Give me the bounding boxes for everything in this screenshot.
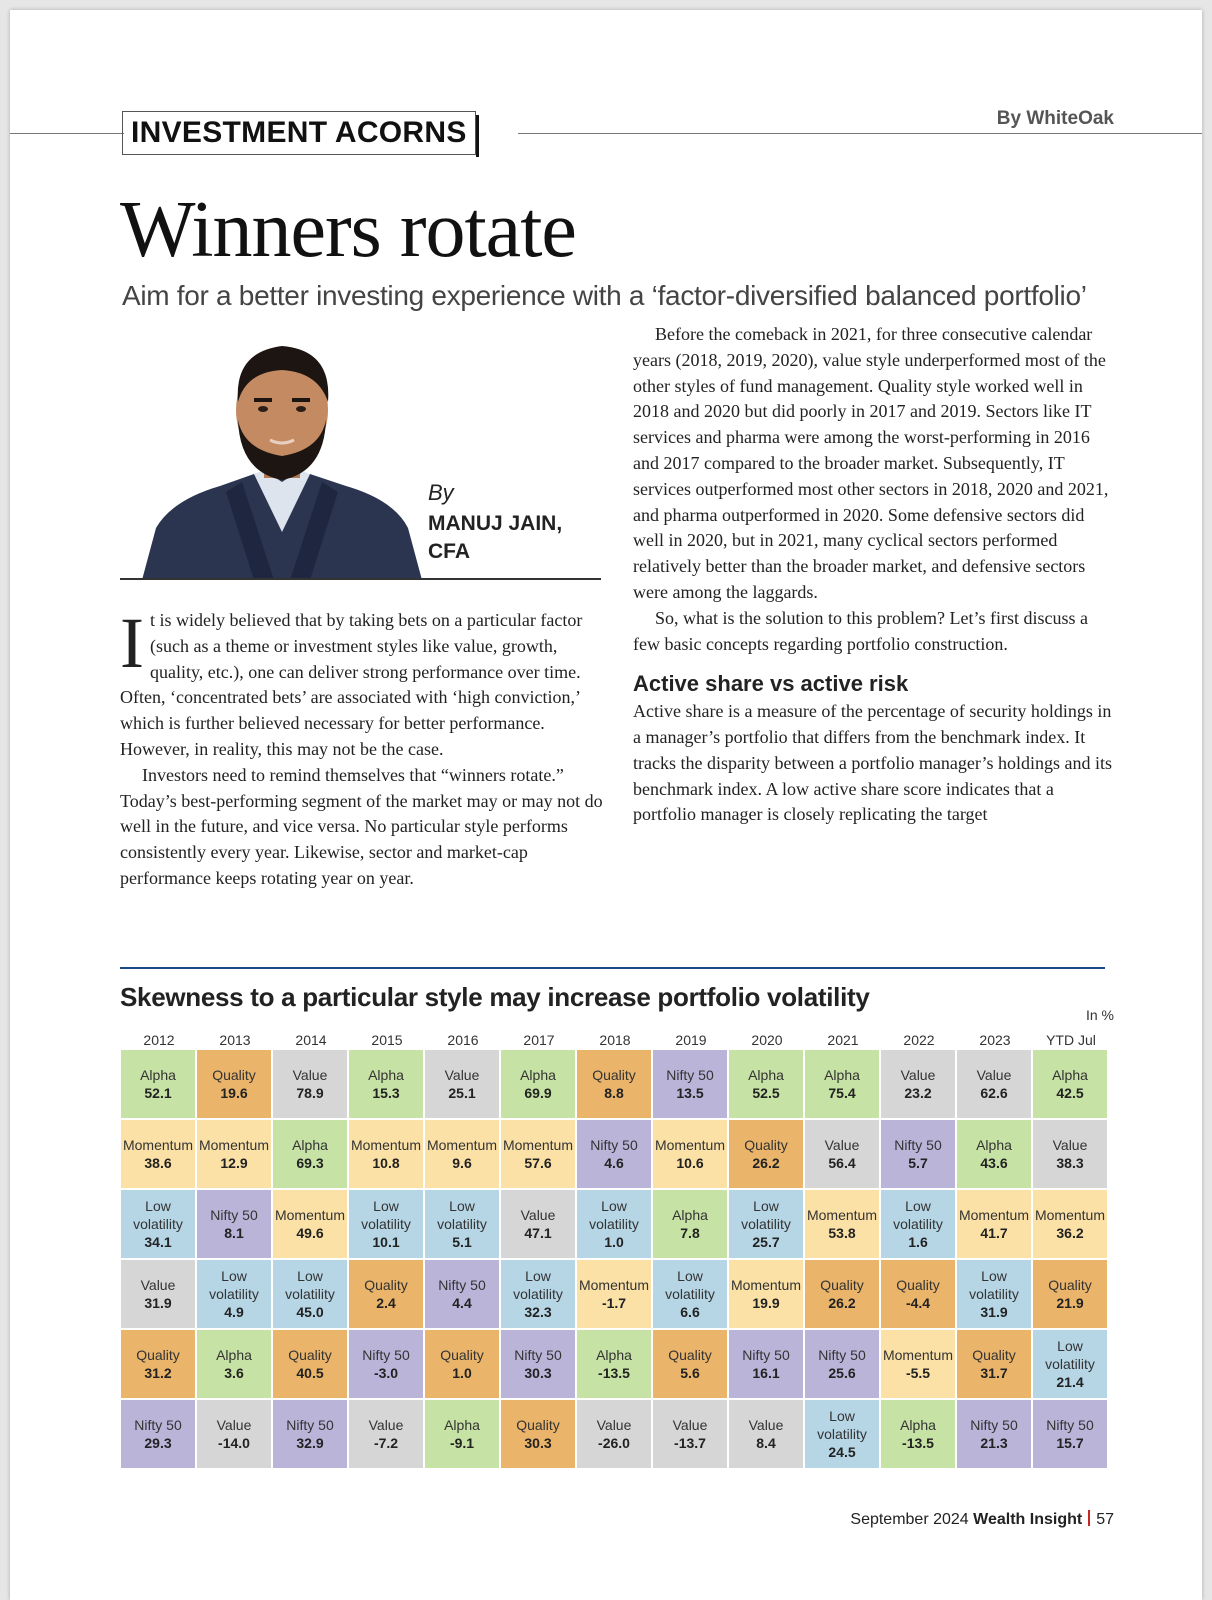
cell-style-label: Low — [905, 1198, 931, 1214]
table-cell — [121, 1190, 195, 1258]
cell-style-label: Value — [520, 1207, 556, 1223]
table-cell — [197, 1330, 271, 1398]
table-cell — [805, 1330, 879, 1398]
cell-return-value: 19.9 — [752, 1295, 780, 1311]
cell-return-value: -9.1 — [449, 1435, 475, 1451]
table-cell — [1033, 1330, 1107, 1398]
year-header: 2012 — [143, 1032, 175, 1048]
table-cell — [425, 1330, 499, 1398]
cell-style-label: Quality — [820, 1277, 864, 1293]
author-credential: CFA — [428, 540, 470, 563]
section-label-text: INVESTMENT ACORNS — [131, 116, 467, 149]
cell-style-label: Value — [368, 1417, 404, 1433]
cell-return-value: 40.5 — [296, 1365, 324, 1381]
table-cell — [577, 1260, 651, 1328]
cell-style-label: Momentum — [578, 1277, 650, 1293]
cell-style-label: Quality — [592, 1067, 636, 1083]
table-cell — [957, 1260, 1031, 1328]
year-header: 2015 — [371, 1032, 403, 1048]
cell-return-value: 52.5 — [752, 1085, 780, 1101]
table-cell — [957, 1400, 1031, 1468]
cell-style-label: Value — [900, 1067, 936, 1083]
cell-style-label: Value — [140, 1277, 176, 1293]
cell-return-value: 15.3 — [372, 1085, 400, 1101]
year-header: 2016 — [447, 1032, 479, 1048]
cell-style-label: Alpha — [368, 1067, 404, 1083]
cell-style-label: Momentum — [502, 1137, 574, 1153]
table-cell — [729, 1330, 803, 1398]
table-cell — [349, 1400, 423, 1468]
header-rule-left — [10, 133, 124, 134]
cell-style-label: Low — [981, 1268, 1007, 1284]
cell-style-label: Quality — [288, 1347, 332, 1363]
cell-style-label: volatility — [741, 1216, 791, 1232]
cell-return-value: 38.3 — [1056, 1155, 1084, 1171]
chart-unit: In % — [1085, 1007, 1114, 1023]
table-cell — [501, 1400, 575, 1468]
table-cell — [577, 1120, 651, 1188]
table-cell — [197, 1400, 271, 1468]
cell-style-label: Alpha — [140, 1067, 176, 1083]
cell-style-label: Momentum — [350, 1137, 422, 1153]
cell-return-value: 75.4 — [828, 1085, 856, 1101]
cell-style-label: Value — [672, 1417, 708, 1433]
cell-return-value: 47.1 — [524, 1225, 552, 1241]
table-cell — [957, 1190, 1031, 1258]
cell-return-value: -7.2 — [373, 1435, 399, 1451]
table-cell — [957, 1050, 1031, 1118]
cell-style-label: Nifty 50 — [818, 1347, 866, 1363]
year-header: 2021 — [827, 1032, 859, 1048]
cell-return-value: 52.1 — [144, 1085, 172, 1101]
cell-style-label: Momentum — [426, 1137, 498, 1153]
table-cell — [957, 1330, 1031, 1398]
cell-style-label: Alpha — [520, 1067, 556, 1083]
table-cell — [1033, 1120, 1107, 1188]
cell-return-value: 25.6 — [828, 1365, 856, 1381]
cell-return-value: 24.5 — [828, 1444, 856, 1460]
cell-style-label: Quality — [744, 1137, 788, 1153]
cell-style-label: Value — [216, 1417, 252, 1433]
cell-style-label: Nifty 50 — [134, 1417, 182, 1433]
cell-style-label: Alpha — [672, 1207, 708, 1223]
footer-publication: Wealth Insight — [973, 1511, 1083, 1528]
table-cell — [273, 1260, 347, 1328]
cell-return-value: 6.6 — [680, 1304, 700, 1320]
article-subtitle: Aim for a better investing experience with a ‘factor-diversified balanced portfolio’ — [122, 280, 1087, 311]
cell-style-label: volatility — [361, 1216, 411, 1232]
cell-style-label: volatility — [513, 1286, 563, 1302]
section-label — [122, 111, 476, 155]
cell-style-label: Momentum — [958, 1207, 1030, 1223]
cell-return-value: -14.0 — [218, 1435, 250, 1451]
table-cell — [881, 1260, 955, 1328]
cell-return-value: 21.3 — [980, 1435, 1008, 1451]
byline-top: By WhiteOak — [996, 108, 1114, 129]
table-cell — [805, 1120, 879, 1188]
table-cell — [881, 1330, 955, 1398]
cell-return-value: 41.7 — [980, 1225, 1008, 1241]
author-photo — [142, 332, 422, 580]
cell-style-label: Value — [824, 1137, 860, 1153]
cell-style-label: Low — [1057, 1338, 1083, 1354]
cell-style-label: Quality — [972, 1347, 1016, 1363]
cell-style-label: Nifty 50 — [1046, 1417, 1094, 1433]
cell-style-label: Nifty 50 — [362, 1347, 410, 1363]
table-cell — [805, 1050, 879, 1118]
cell-style-label: volatility — [437, 1216, 487, 1232]
cell-return-value: 5.7 — [908, 1155, 928, 1171]
magazine-page — [10, 10, 1202, 1600]
cell-style-label: Nifty 50 — [666, 1067, 714, 1083]
cell-return-value: 69.3 — [296, 1155, 324, 1171]
cell-style-label: Low — [525, 1268, 551, 1284]
article-right-column — [633, 322, 1117, 828]
cell-return-value: 3.6 — [224, 1365, 244, 1381]
table-cell — [729, 1120, 803, 1188]
cell-return-value: 8.4 — [756, 1435, 776, 1451]
cell-return-value: 78.9 — [296, 1085, 324, 1101]
cell-return-value: 29.3 — [144, 1435, 172, 1451]
table-cell — [425, 1260, 499, 1328]
cell-return-value: 42.5 — [1056, 1085, 1084, 1101]
table-cell — [197, 1050, 271, 1118]
cell-style-label: Value — [976, 1067, 1012, 1083]
cell-return-value: 12.9 — [220, 1155, 248, 1171]
chart-rule — [120, 967, 1105, 969]
cell-return-value: 21.9 — [1056, 1295, 1084, 1311]
cell-return-value: 30.3 — [524, 1435, 552, 1451]
table-cell — [273, 1120, 347, 1188]
table-cell — [121, 1330, 195, 1398]
table-cell — [121, 1050, 195, 1118]
cell-style-label: Value — [596, 1417, 632, 1433]
cell-style-label: Quality — [136, 1347, 180, 1363]
cell-style-label: volatility — [969, 1286, 1019, 1302]
cell-style-label: Quality — [440, 1347, 484, 1363]
table-cell — [653, 1050, 727, 1118]
table-cell — [501, 1120, 575, 1188]
cell-return-value: -13.7 — [674, 1435, 706, 1451]
table-cell — [425, 1120, 499, 1188]
table-cell — [121, 1260, 195, 1328]
cell-return-value: 25.7 — [752, 1234, 780, 1250]
cell-return-value: 49.6 — [296, 1225, 324, 1241]
cell-style-label: Nifty 50 — [590, 1137, 638, 1153]
left-paragraph-1 — [120, 603, 604, 763]
year-header: 2020 — [751, 1032, 783, 1048]
cell-style-label: Low — [297, 1268, 323, 1284]
cell-style-label: Value — [292, 1067, 328, 1083]
cell-return-value: -13.5 — [902, 1435, 934, 1451]
cell-return-value: 53.8 — [828, 1225, 856, 1241]
page-footer — [850, 1510, 1114, 1529]
cell-return-value: 23.2 — [904, 1085, 932, 1101]
cell-style-label: Low — [373, 1198, 399, 1214]
table-cell — [501, 1260, 575, 1328]
table-cell — [349, 1330, 423, 1398]
cell-return-value: 57.6 — [524, 1155, 552, 1171]
year-header: 2017 — [523, 1032, 555, 1048]
cell-style-label: Nifty 50 — [970, 1417, 1018, 1433]
cell-style-label: volatility — [589, 1216, 639, 1232]
cell-return-value: 10.8 — [372, 1155, 400, 1171]
cell-return-value: 19.6 — [220, 1085, 248, 1101]
cell-return-value: 31.2 — [144, 1365, 172, 1381]
table-cell — [425, 1190, 499, 1258]
cell-return-value: -3.0 — [373, 1365, 399, 1381]
table-cell — [653, 1190, 727, 1258]
table-cell — [273, 1050, 347, 1118]
cell-return-value: 1.0 — [452, 1365, 472, 1381]
table-cell — [729, 1400, 803, 1468]
right-paragraph-2: So, what is the solution to this problem? Let’s first discuss a few basic concepts regarding portfolio construction. — [633, 607, 1088, 654]
right-paragraph-1: Before the comeback in 2021, for three consecutive calendar years (2018, 2019, 2020), value style underperformed most of the other styles of fund management. Quality style worked well in 2018 and 2020 but did poorly in 2017 and 2019. Sectors like IT services and pharma were among the worst-performing in 2016 and 2017 compared to the broader market. Subsequently, IT services outperformed most other sectors in 2018, 2020 and 2021, and pharma outperformed in 2020. Some defensive sectors did well in 2020, but in 2021, many cyclical sectors performed relatively better than the broader market, and defensive sectors were among the laggards. — [633, 324, 1109, 602]
cell-style-label: Momentum — [730, 1277, 802, 1293]
cell-return-value: 32.3 — [524, 1304, 552, 1320]
cell-style-label: Low — [829, 1408, 855, 1424]
article-title: Winners rotate — [120, 186, 576, 274]
cell-style-label: Alpha — [900, 1417, 936, 1433]
cell-return-value: 30.3 — [524, 1365, 552, 1381]
cell-style-label: Quality — [1048, 1277, 1092, 1293]
right-paragraph-3: Active share is a measure of the percentage of security holdings in a manager’s portfolio that differs from the benchmark index. It tracks the disparity between a portfolio manager’s holdings and its benchmark index. A low active share score indicates that a portfolio manager is closely replicating the target — [633, 701, 1113, 825]
cell-return-value: 32.9 — [296, 1435, 324, 1451]
table-cell — [577, 1190, 651, 1258]
cell-return-value: -26.0 — [598, 1435, 630, 1451]
cell-return-value: 45.0 — [296, 1304, 324, 1320]
cell-style-label: Quality — [364, 1277, 408, 1293]
table-cell — [729, 1190, 803, 1258]
table-cell — [881, 1050, 955, 1118]
table-cell — [577, 1400, 651, 1468]
cell-style-label: Alpha — [596, 1347, 632, 1363]
cell-style-label: Nifty 50 — [742, 1347, 790, 1363]
year-header: 2018 — [599, 1032, 631, 1048]
table-cell — [653, 1400, 727, 1468]
table-cell — [121, 1120, 195, 1188]
cell-return-value: 4.9 — [224, 1304, 244, 1320]
cell-style-label: Quality — [516, 1417, 560, 1433]
cell-return-value: 9.6 — [452, 1155, 472, 1171]
cell-return-value: -5.5 — [905, 1365, 931, 1381]
table-cell — [881, 1190, 955, 1258]
footer-separator — [1088, 1510, 1090, 1526]
year-header: 2013 — [219, 1032, 251, 1048]
cell-style-label: volatility — [209, 1286, 259, 1302]
cell-style-label: volatility — [893, 1216, 943, 1232]
table-cell — [653, 1330, 727, 1398]
cell-style-label: Low — [753, 1198, 779, 1214]
chart-title: Skewness to a particular style may increase portfolio volatility — [120, 982, 870, 1012]
cell-style-label: Momentum — [882, 1347, 954, 1363]
year-header: 2019 — [675, 1032, 707, 1048]
table-cell — [273, 1400, 347, 1468]
footer-page-number: 57 — [1096, 1511, 1114, 1528]
cell-style-label: Nifty 50 — [210, 1207, 258, 1223]
table-cell — [349, 1120, 423, 1188]
cell-return-value: 10.1 — [372, 1234, 400, 1250]
table-cell — [273, 1330, 347, 1398]
cell-style-label: Value — [444, 1067, 480, 1083]
table-cell — [1033, 1260, 1107, 1328]
left-paragraph-1-text: t is widely believed that by taking bets on a particular factor (such as a theme or investment styles like value, growth, quality, etc.), one can deliver strong performance over time. Often, ‘concentrated bets’ are associated with ‘high conviction,’ which is further believed necessary for better performance. However, in reality, this may not be the case. — [120, 610, 583, 759]
header-rule-right — [518, 133, 1202, 134]
table-cell — [577, 1330, 651, 1398]
cell-return-value: 4.4 — [452, 1295, 472, 1311]
cell-return-value: 56.4 — [828, 1155, 856, 1171]
author-by: By — [428, 480, 454, 505]
table-cell — [349, 1260, 423, 1328]
cell-return-value: -4.4 — [905, 1295, 931, 1311]
table-cell — [653, 1120, 727, 1188]
table-cell — [197, 1190, 271, 1258]
cell-style-label: Low — [449, 1198, 475, 1214]
cell-return-value: 43.6 — [980, 1155, 1008, 1171]
cell-style-label: Quality — [896, 1277, 940, 1293]
cell-return-value: 2.4 — [376, 1295, 396, 1311]
cell-return-value: 34.1 — [144, 1234, 172, 1250]
cell-style-label: Alpha — [292, 1137, 328, 1153]
left-paragraph-2: Investors need to remind themselves that “winners rotate.” Today’s best-performing segment of the market may or may not do well in the future, and vice versa. No particular style performs consistently every year. Likewise, sector and market-cap performance keeps rotating year on year. — [120, 764, 603, 888]
table-cell — [501, 1330, 575, 1398]
cell-style-label: Alpha — [824, 1067, 860, 1083]
cell-return-value: 16.1 — [752, 1365, 780, 1381]
cell-style-label: Momentum — [198, 1137, 270, 1153]
footer-date: September 2024 — [850, 1511, 969, 1528]
cell-return-value: 8.1 — [224, 1225, 244, 1241]
cell-return-value: 69.9 — [524, 1085, 552, 1101]
cell-style-label: Momentum — [654, 1137, 726, 1153]
cell-return-value: 62.6 — [980, 1085, 1008, 1101]
cell-return-value: 7.8 — [680, 1225, 700, 1241]
table-cell — [197, 1120, 271, 1188]
cell-return-value: 36.2 — [1056, 1225, 1084, 1241]
cell-return-value: 15.7 — [1056, 1435, 1084, 1451]
cell-return-value: 26.2 — [752, 1155, 780, 1171]
table-cell — [805, 1190, 879, 1258]
year-header: 2014 — [295, 1032, 327, 1048]
cell-style-label: volatility — [1045, 1356, 1095, 1372]
drop-cap: I — [120, 603, 144, 683]
cell-return-value: 4.6 — [604, 1155, 624, 1171]
table-cell — [957, 1120, 1031, 1188]
cell-return-value: 25.1 — [448, 1085, 476, 1101]
cell-return-value: 8.8 — [604, 1085, 624, 1101]
cell-return-value: 1.0 — [604, 1234, 624, 1250]
table-cell — [121, 1400, 195, 1468]
table-cell — [1033, 1190, 1107, 1258]
cell-style-label: Quality — [668, 1347, 712, 1363]
table-cell — [805, 1260, 879, 1328]
section-label-bar — [476, 115, 479, 157]
cell-style-label: Value — [1052, 1137, 1088, 1153]
table-cell — [577, 1050, 651, 1118]
cell-style-label: Alpha — [444, 1417, 480, 1433]
author-name: MANUJ JAIN, — [428, 512, 563, 535]
year-header: 2023 — [979, 1032, 1011, 1048]
cell-return-value: 26.2 — [828, 1295, 856, 1311]
cell-style-label: Low — [677, 1268, 703, 1284]
author-rule — [120, 578, 601, 580]
cell-style-label: Alpha — [748, 1067, 784, 1083]
cell-return-value: 31.9 — [144, 1295, 172, 1311]
table-cell — [653, 1260, 727, 1328]
cell-style-label: Alpha — [976, 1137, 1012, 1153]
table-cell — [349, 1190, 423, 1258]
cell-style-label: Value — [748, 1417, 784, 1433]
table-cell — [197, 1260, 271, 1328]
cell-style-label: Low — [145, 1198, 171, 1214]
cell-style-label: Momentum — [122, 1137, 194, 1153]
cell-style-label: volatility — [285, 1286, 335, 1302]
table-cell — [501, 1190, 575, 1258]
cell-return-value: 5.1 — [452, 1234, 472, 1250]
table-cell — [881, 1120, 955, 1188]
table-cell — [273, 1190, 347, 1258]
cell-style-label: Quality — [212, 1067, 256, 1083]
cell-style-label: Low — [601, 1198, 627, 1214]
cell-return-value: -1.7 — [601, 1295, 627, 1311]
cell-style-label: Alpha — [1052, 1067, 1088, 1083]
cell-style-label: volatility — [133, 1216, 183, 1232]
cell-style-label: Nifty 50 — [438, 1277, 486, 1293]
table-cell — [349, 1050, 423, 1118]
cell-return-value: 1.6 — [908, 1234, 928, 1250]
table-cell — [1033, 1050, 1107, 1118]
cell-style-label: Momentum — [806, 1207, 878, 1223]
cell-return-value: 21.4 — [1056, 1374, 1084, 1390]
cell-style-label: Nifty 50 — [514, 1347, 562, 1363]
table-cell — [881, 1400, 955, 1468]
table-cell — [425, 1050, 499, 1118]
cell-return-value: 13.5 — [676, 1085, 704, 1101]
cell-return-value: 31.9 — [980, 1304, 1008, 1320]
cell-style-label: Momentum — [274, 1207, 346, 1223]
cell-return-value: -13.5 — [598, 1365, 630, 1381]
table-cell — [425, 1400, 499, 1468]
cell-return-value: 38.6 — [144, 1155, 172, 1171]
author-block — [428, 480, 562, 566]
cell-style-label: Nifty 50 — [286, 1417, 334, 1433]
cell-style-label: volatility — [817, 1426, 867, 1442]
table-cell — [729, 1050, 803, 1118]
cell-return-value: 31.7 — [980, 1365, 1008, 1381]
table-cell — [1033, 1400, 1107, 1468]
article-left-column — [120, 603, 604, 892]
year-header: 2022 — [903, 1032, 935, 1048]
cell-return-value: 10.6 — [676, 1155, 704, 1171]
table-cell — [501, 1050, 575, 1118]
table-cell — [805, 1400, 879, 1468]
cell-style-label: Momentum — [1034, 1207, 1106, 1223]
cell-style-label: Low — [221, 1268, 247, 1284]
subheading-active-share: Active share vs active risk — [633, 671, 909, 697]
cell-style-label: Alpha — [216, 1347, 252, 1363]
cell-style-label: Nifty 50 — [894, 1137, 942, 1153]
cell-return-value: 5.6 — [680, 1365, 700, 1381]
year-header: YTD Jul — [1046, 1032, 1096, 1048]
table-cell — [729, 1260, 803, 1328]
cell-style-label: volatility — [665, 1286, 715, 1302]
